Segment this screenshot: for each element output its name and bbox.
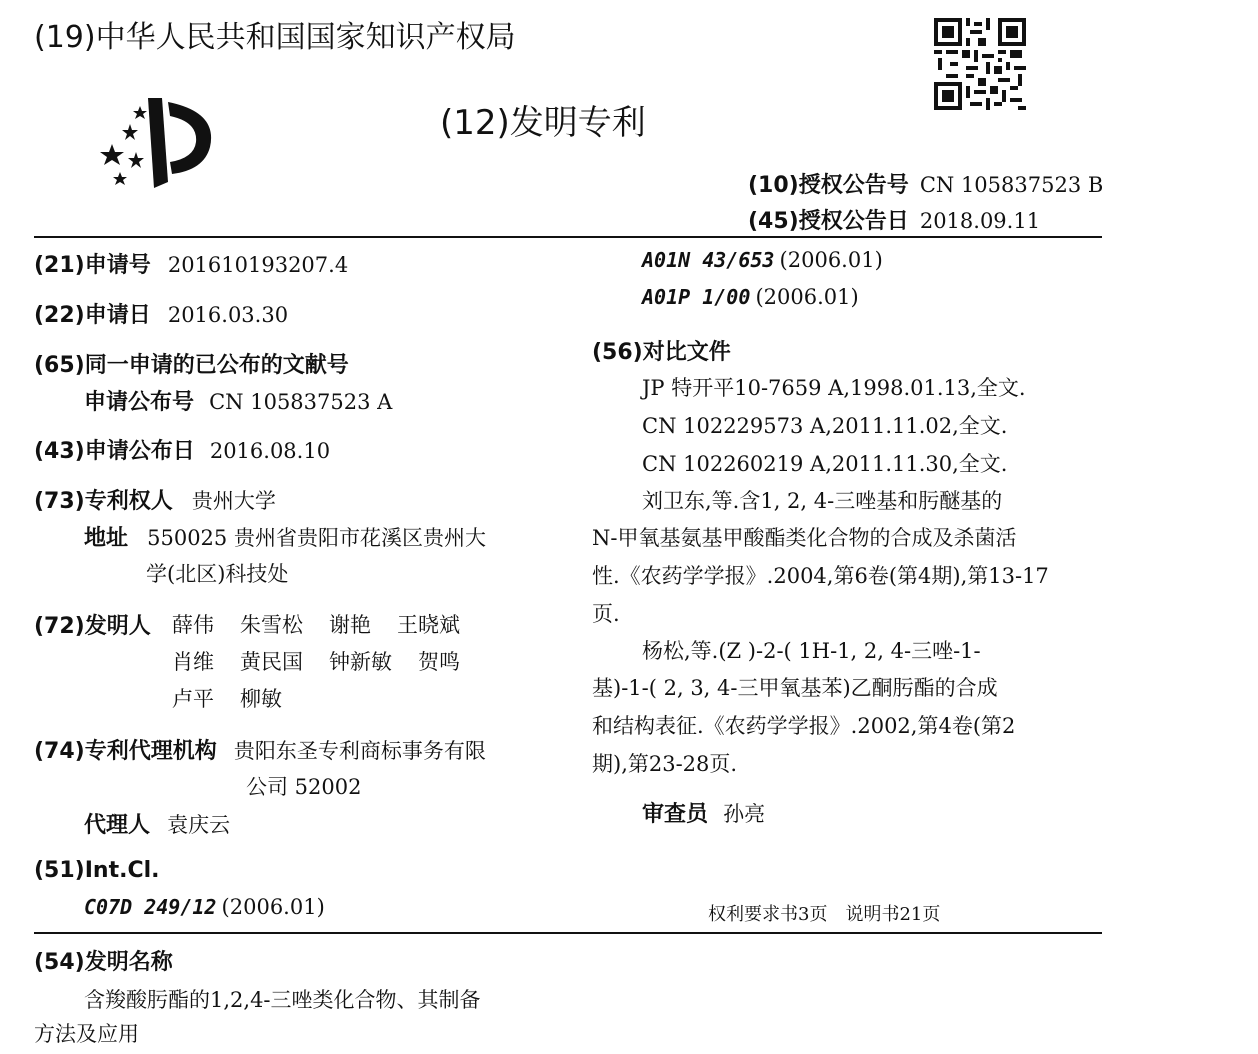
address-row	[84, 521, 486, 552]
publication-number-row	[84, 385, 392, 416]
grant-date-row	[748, 204, 1040, 235]
agent-row	[84, 808, 230, 839]
application-number-row	[34, 248, 348, 279]
patentee-row	[34, 484, 276, 515]
address-line-2: 学(北区)科技处	[146, 562, 289, 586]
inventor-name: 肖维	[172, 650, 214, 674]
address-label: 地址	[84, 526, 129, 551]
publication-date: 2016.08.10	[209, 439, 331, 463]
intcl-row	[84, 895, 325, 919]
office-name: (19)中华人民共和国国家知识产权局	[34, 20, 516, 55]
inventor-row-2	[172, 646, 486, 676]
inventor-name: 贺鸣	[418, 650, 460, 674]
agent: 袁庆云	[167, 813, 231, 837]
inventor-name: 柳敏	[240, 687, 282, 711]
application-date-label: (22)申请日	[34, 303, 151, 328]
inventor-row-3	[172, 683, 308, 713]
cited-document-cont: N-甲氧基氨基甲酸酯类化合物的合成及杀菌活	[592, 526, 1017, 550]
inventor-name: 王晓斌	[397, 613, 460, 637]
cited-document: 刘卫东,等.含1, 2, 4-三唑基和肟醚基的	[642, 489, 1003, 513]
publication-date-row	[34, 434, 330, 465]
qr-code	[934, 18, 1026, 110]
agency-label: (74)专利代理机构	[34, 739, 217, 764]
patentee: 贵州大学	[191, 489, 276, 513]
inventor-name: 谢艳	[329, 613, 371, 637]
invention-title-line-2: 方法及应用	[34, 1022, 139, 1046]
inventor-row-1	[172, 609, 486, 639]
cited-document-cont: 页.	[592, 602, 620, 626]
examiner-label: 审查员	[642, 802, 709, 827]
application-number-label: (21)申请号	[34, 253, 151, 278]
grant-number-row	[748, 168, 1103, 199]
inventor-label: (72)发明人	[34, 614, 151, 639]
cited-documents-label: (56)对比文件	[592, 340, 731, 365]
agent-label: 代理人	[84, 813, 151, 838]
cited-document-cont: 基)-1-( 2, 3, 4-三甲氧基苯)乙酮肟酯的合成	[592, 676, 998, 700]
grant-date-label: (45)授权公告日	[748, 209, 909, 234]
inventor-name: 钟新敏	[329, 650, 392, 674]
cited-document-cont: 性.《农药学学报》.2004,第6卷(第4期),第13-17	[592, 564, 1049, 588]
publication-number-label: 申请公布号	[84, 390, 195, 415]
grant-number-label: (10)授权公告号	[748, 173, 909, 198]
application-date-row	[34, 298, 288, 329]
grant-number: CN 105837523 B	[919, 173, 1104, 197]
class-a01n-code: A01N 43/653	[642, 248, 775, 272]
class-a01n-row	[642, 248, 883, 272]
address-line-1: 550025 贵州省贵阳市花溪区贵州大	[147, 526, 486, 550]
title-divider	[34, 932, 1102, 934]
cited-document-cont: 期),第23-28页.	[592, 752, 738, 776]
page-count-info: 权利要求书3页 说明书21页	[708, 904, 941, 925]
class-a01p-row	[642, 285, 859, 309]
cited-document-cont: 和结构表征.《农药学学报》.2002,第4卷(第2	[592, 714, 1016, 738]
intcl-version: (2006.01)	[221, 895, 325, 919]
class-a01p-version: (2006.01)	[755, 285, 859, 309]
cnipa-logo	[100, 92, 230, 192]
intcl-label: (51)Int.Cl.	[34, 858, 160, 883]
class-a01p-code: A01P 1/00	[642, 285, 751, 309]
examiner: 孙亮	[723, 802, 766, 826]
invention-title-label: (54)发明名称	[34, 950, 173, 975]
application-number: 201610193207.4	[167, 253, 349, 277]
invention-title-line-1: 含羧酸肟酯的1,2,4-三唑类化合物、其制备	[84, 988, 481, 1012]
cited-document: JP 特开平10-7659 A,1998.01.13,全文.	[642, 376, 1026, 400]
inventor-name: 卢平	[172, 687, 214, 711]
agency-row	[34, 734, 486, 765]
application-date: 2016.03.30	[167, 303, 289, 327]
intcl-code: C07D 249/12	[84, 895, 217, 919]
prior-publication-label: (65)同一申请的已公布的文献号	[34, 353, 349, 378]
inventor-name: 黄民国	[240, 650, 303, 674]
cited-document: CN 102260219 A,2011.11.30,全文.	[642, 452, 1008, 476]
inventor-name: 薛伟	[172, 613, 214, 637]
grant-date: 2018.09.11	[919, 209, 1041, 233]
doc-type-title: (12)发明专利	[440, 103, 646, 143]
agency-line-2: 公司 52002	[246, 775, 362, 799]
inventor-name: 朱雪松	[240, 613, 303, 637]
cited-document: 杨松,等.(Z )-2-( 1H-1, 2, 4-三唑-1-	[642, 639, 981, 663]
header-divider	[34, 236, 1102, 238]
patentee-label: (73)专利权人	[34, 489, 173, 514]
publication-date-label: (43)申请公布日	[34, 439, 195, 464]
class-a01n-version: (2006.01)	[779, 248, 883, 272]
cited-document: CN 102229573 A,2011.11.02,全文.	[642, 414, 1008, 438]
publication-number: CN 105837523 A	[209, 390, 393, 414]
examiner-row	[642, 797, 765, 828]
agency-line-1: 贵阳东圣专利商标事务有限	[233, 739, 486, 763]
